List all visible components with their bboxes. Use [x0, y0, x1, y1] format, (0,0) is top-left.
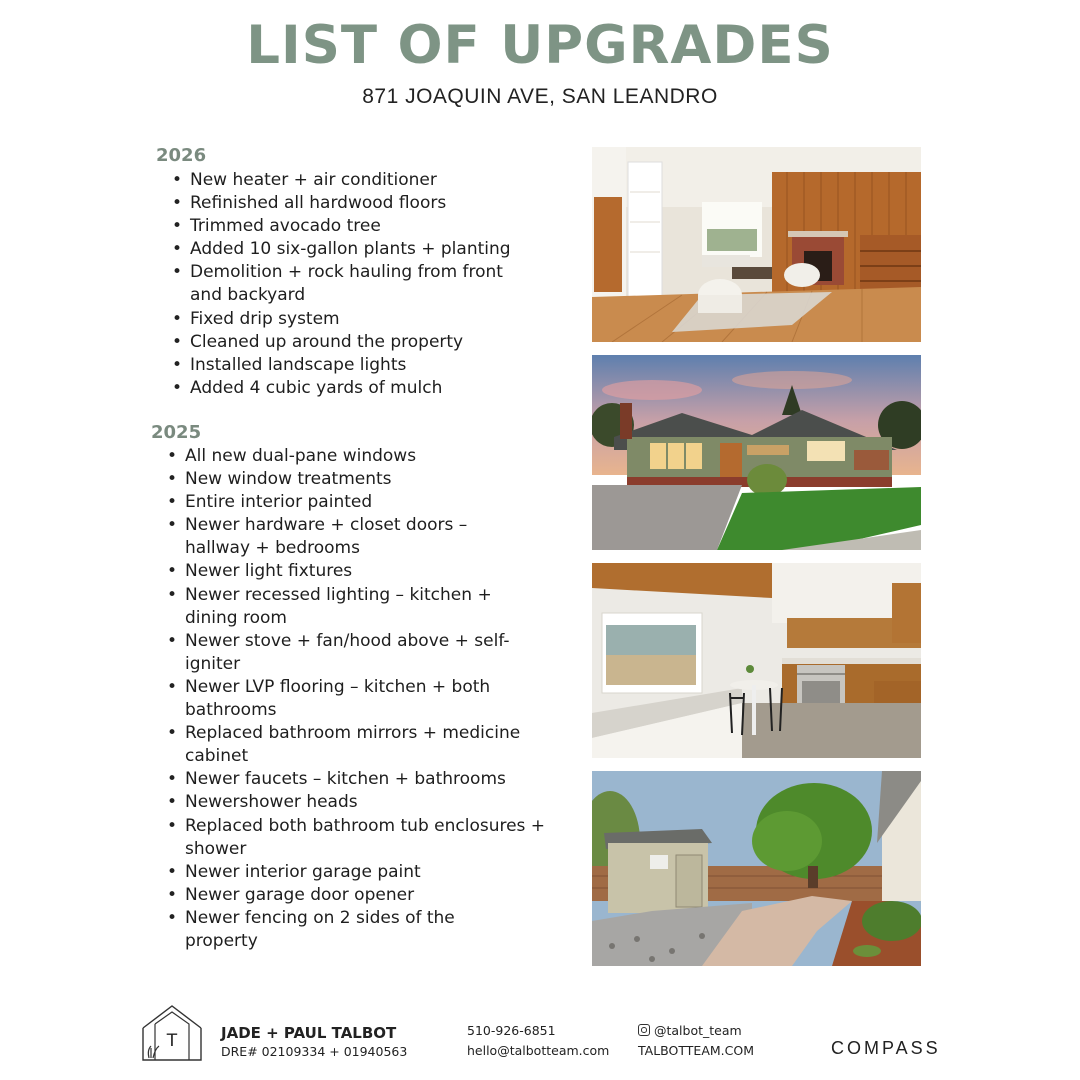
email-link[interactable]: hello@talbotteam.com [467, 1043, 610, 1058]
year-heading-2026: 2026 [156, 145, 207, 166]
living-room-photo [592, 147, 921, 342]
instagram-handle-text: @talbot_team [654, 1023, 742, 1038]
list-item: • Newer fencing on 2 sides of the property [163, 907, 485, 953]
list-item: • Newer recessed lighting – kitchen + dining room [163, 584, 515, 630]
list-item: • Replaced bathroom mirrors + medicine cabinet [163, 722, 535, 768]
upgrade-list-2025 [163, 445, 546, 953]
list-item: • Refinished all hardwood floors [168, 192, 538, 215]
list-item: • Cleaned up around the property [168, 331, 538, 354]
page-title: LIST OF UPGRADES [246, 15, 834, 76]
property-address: 871 JOAQUIN AVE, SAN LEANDRO [362, 85, 718, 108]
list-item: • Newer hardware + closet doors – hallway + bedrooms [163, 514, 485, 560]
list-item: • Newer LVP flooring – kitchen + both bathrooms [163, 676, 515, 722]
upgrade-list-2026 [168, 169, 538, 400]
year-heading-2025: 2025 [151, 422, 202, 443]
list-item: • Added 4 cubic yards of mulch [168, 377, 538, 400]
compass-logo: COMPASS [831, 1038, 941, 1058]
list-item: • New window treatments [163, 468, 533, 491]
dre-numbers: DRE# 02109334 + 01940563 [221, 1044, 408, 1059]
list-item: • Added 10 six-gallon plants + planting [168, 238, 538, 261]
talbot-team-logo [141, 1002, 203, 1062]
footer [0, 1002, 1080, 1080]
list-item: • New heater + air conditioner [168, 169, 538, 192]
list-item: • Fixed drip system [168, 308, 538, 331]
phone-number[interactable]: 510-926-6851 [467, 1023, 556, 1038]
agent-names: JADE + PAUL TALBOT [221, 1024, 397, 1042]
kitchen-photo [592, 563, 921, 758]
instagram-handle[interactable] [638, 1023, 742, 1038]
list-item: • Newer light fixtures [163, 560, 533, 583]
list-item: • Demolition + rock hauling from front and backyard [168, 261, 520, 307]
list-item: • Entire interior painted [163, 491, 533, 514]
instagram-icon [638, 1024, 650, 1036]
list-item: • Replaced both bathroom tub enclosures + shower [163, 815, 550, 861]
list-item: • Newer interior garage paint [163, 861, 533, 884]
list-item: • Trimmed avocado tree [168, 215, 538, 238]
list-item: • Newer garage door opener [163, 884, 533, 907]
svg-text:T: T [166, 1031, 178, 1051]
backyard-photo [592, 771, 921, 966]
list-item: • All new dual-pane windows [163, 445, 533, 468]
website-link[interactable]: TALBOTTEAM.COM [638, 1043, 754, 1058]
list-item: • Installed landscape lights [168, 354, 538, 377]
list-item: • Newer stove + fan/hood above + self-igniter [163, 630, 530, 676]
list-item: • Newer faucets – kitchen + bathrooms [163, 768, 533, 791]
list-item: • Newershower heads [163, 791, 533, 814]
house-exterior-photo [592, 355, 921, 550]
